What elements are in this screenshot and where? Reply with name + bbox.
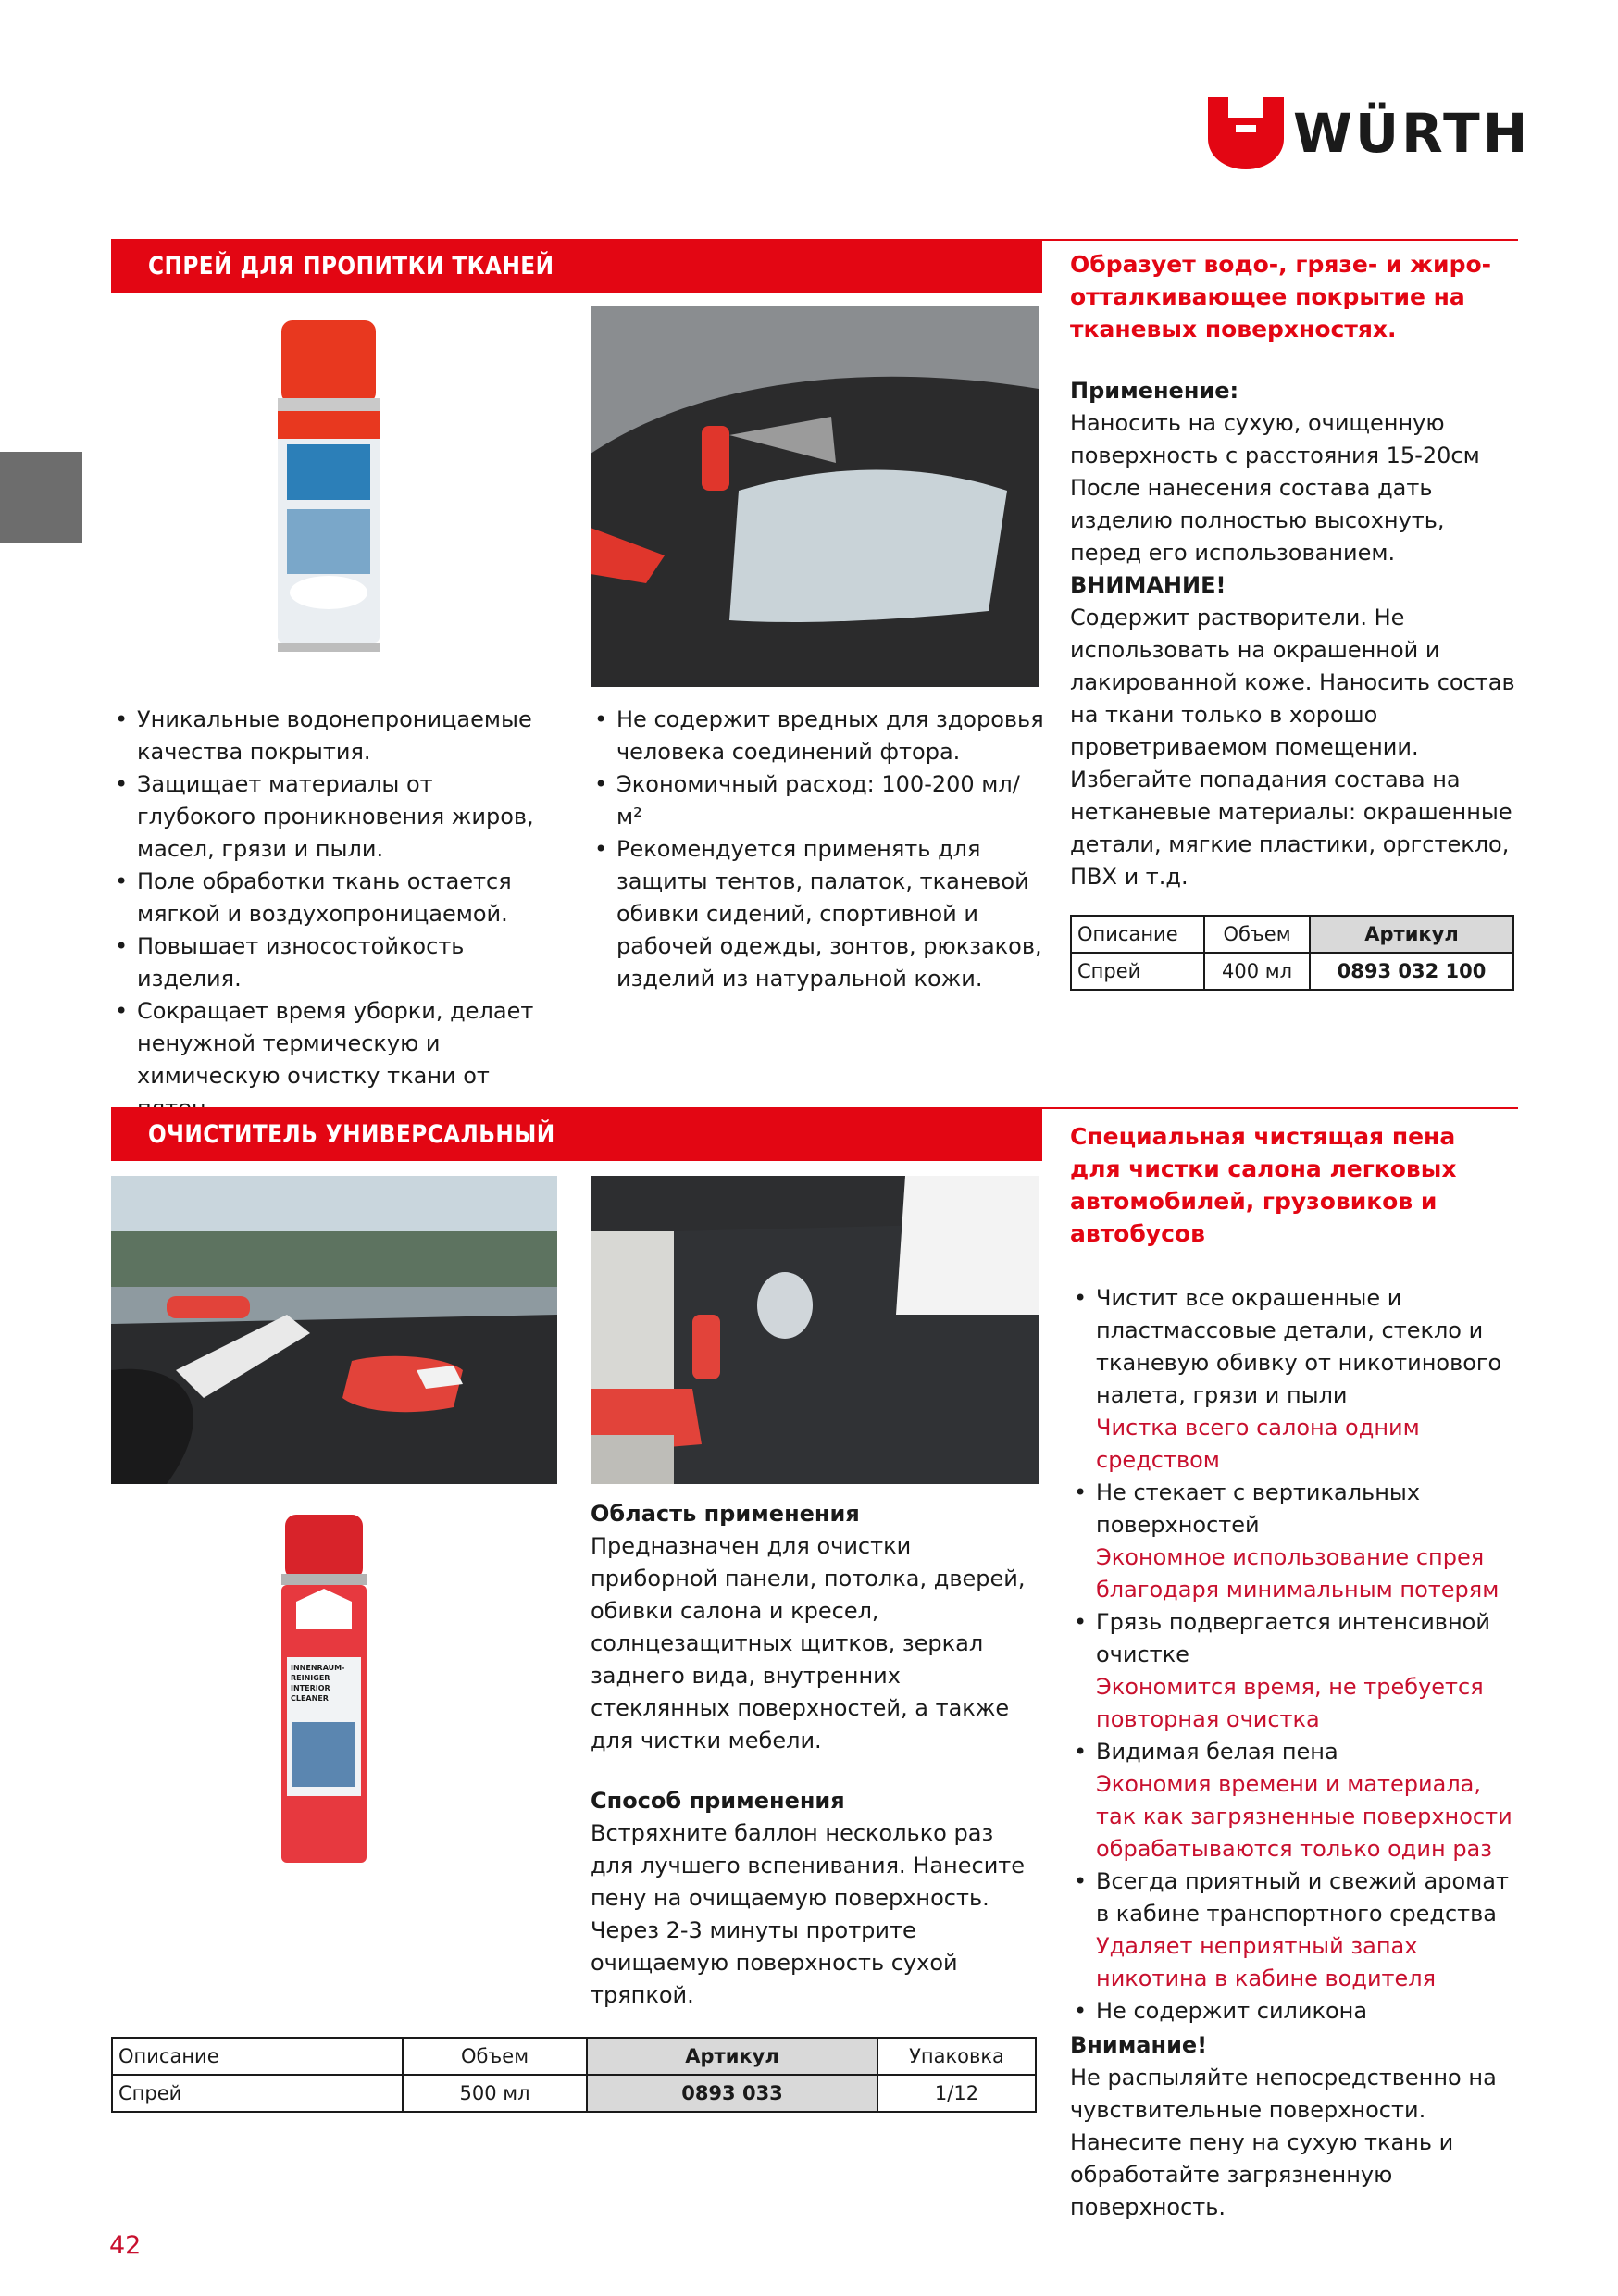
list-item: • Рекомендуется применять для защиты тентов, палаток, тканевой обивки сидений, спортивной и рабочей одежды, зонтов, рюкзаков, изделий из натуральной кожи. xyxy=(591,833,1044,995)
list-item: • Сокращает время уборки, делает ненужной термическую и химическую очистку ткани от xyxy=(111,995,546,1125)
section1-usage-block xyxy=(1070,375,1522,893)
dashboard-cleaning-photo xyxy=(111,1176,557,1484)
table-cell: 500 мл xyxy=(403,2075,587,2112)
feature-item: • Всегда приятный и свежий аромат в кабине транспортного средства Удаляет неприятный запах никотина в кабине водителя xyxy=(1070,1866,1524,1995)
table-cell: 0893 032 100 xyxy=(1310,953,1513,990)
feature-item: • Не содержит силикона xyxy=(1070,1995,1524,2028)
side-tab-marker xyxy=(0,452,82,543)
method-heading: Способ применения xyxy=(591,1788,845,1814)
wurth-wordmark: WÜRTH xyxy=(1293,102,1531,165)
list-item: • Защищает материалы от глубокого проникновения жиров, масел, грязи и пыли. xyxy=(111,768,546,866)
feature-item: • Чистит все окрашенные и пластмассовые детали, стекло и тканевую обивку от никотинового налета, грязи и пыли Чистка всего салона одним средством xyxy=(1070,1282,1524,1477)
table-header: Артикул xyxy=(1310,916,1513,953)
section1-headline: Образует водо-, грязе- и жиро- отталкивающее покрытие на тканевых поверхностях. xyxy=(1070,251,1492,343)
feature-item: • Видимая белая пена Экономия времени и материала, так как загрязненные поверхности обрабатываются только один раз xyxy=(1070,1736,1524,1866)
impregnation-spray-can-image xyxy=(259,315,398,657)
attention-text: Не распыляйте непосредственно на чувствительные поверхности. Нанесите пену на сухую ткань и обработайте загрязненную поверхность. xyxy=(1070,2065,1497,2220)
convertible-roof-photo xyxy=(591,306,1039,687)
list-item: • Экономичный расход: 100-200 мл/м² xyxy=(591,768,1044,833)
table-cell: 0893 033 xyxy=(587,2075,877,2112)
usage-text: Наносить на сухую, очищенную поверхность с расстояния 15-20см После нанесения состава дать изделию полностью высохнуть, перед его использованием. xyxy=(1070,410,1480,566)
list-item: • Поле обработки ткань остается мягкой и воздухопроницаемой. xyxy=(111,866,546,930)
table-cell: 1/12 xyxy=(877,2075,1036,2112)
section2-headline: Специальная чистящая пена для чистки салона легковых автомобилей, грузовиков и автобусов xyxy=(1070,1123,1457,1247)
section2-features xyxy=(1070,1282,1524,2028)
usage-heading: Применение: xyxy=(1070,378,1239,404)
section1-bullets-left xyxy=(111,704,546,1125)
area-text: Предназначен для очистки приборной панели, потолка, дверей, обивки салона и кресел, солнцезащитных щитков, зеркал заднего вида, внутренних стеклянных поверхностей, а также для чистки мебели. xyxy=(591,1533,1026,1753)
wurth-logo-mark xyxy=(1208,97,1284,169)
section2-divider xyxy=(1042,1107,1518,1109)
section2-usage-block xyxy=(591,1498,1035,2012)
car-door-cleaning-photo xyxy=(591,1176,1039,1484)
list-item: • Уникальные водонепроницаемые качества покрытия. xyxy=(111,704,546,768)
warning-heading: ВНИМАНИЕ! xyxy=(1070,572,1226,598)
table-cell: Спрей xyxy=(1071,953,1204,990)
table-header: Упаковка xyxy=(877,2038,1036,2075)
page-number: 42 xyxy=(109,2231,142,2260)
section1-title: СПРЕЙ ДЛЯ ПРОПИТКИ ТКАНЕЙ xyxy=(148,252,554,281)
section1-bullets-middle xyxy=(591,704,1044,995)
section1-spec-table xyxy=(1070,915,1514,991)
table-header: Описание xyxy=(1071,916,1204,953)
table-header: Описание xyxy=(112,2038,403,2075)
method-text: Встряхните баллон несколько раз для лучшего вспенивания. Нанесите пену на очищаемую поверхность. Через 2-3 минуты протрите очищаемую поверхность сухой тряпкой. xyxy=(591,1820,1026,2008)
list-item: • Повышает износостойкость изделия. xyxy=(111,930,546,995)
attention-heading: Внимание! xyxy=(1070,2032,1208,2058)
area-heading: Область применения xyxy=(591,1501,860,1527)
feature-item: • Не стекает с вертикальных поверхностей Экономное использование спрея благодаря минимальным потерям xyxy=(1070,1477,1524,1606)
section1-divider xyxy=(1042,239,1518,241)
section2-attention-block xyxy=(1070,2029,1524,2224)
table-cell: Спрей xyxy=(112,2075,403,2112)
table-header: Объем xyxy=(403,2038,587,2075)
interior-cleaner-can-image xyxy=(268,1509,380,1879)
table-header: Объем xyxy=(1204,916,1310,953)
wurth-logo xyxy=(1208,97,1531,171)
section2-title: ОЧИСТИТЕЛЬ УНИВЕРСАЛЬНЫЙ xyxy=(148,1120,555,1149)
list-item: • Не содержит вредных для здоровья человека соединений фтора. xyxy=(591,704,1044,768)
section2-spec-table xyxy=(111,2037,1037,2113)
table-cell: 400 мл xyxy=(1204,953,1310,990)
warning-text: Содержит растворители. Не использовать на окрашенной и лакированной коже. Наносить состав на ткани только в хорошо проветриваемом помещении. Избегайте попадания состава на нетканевые материалы: окрашенные детали, мягкие пластики, оргстекло, ПВХ и т.д. xyxy=(1070,605,1515,890)
table-header: Артикул xyxy=(587,2038,877,2075)
feature-item: • Грязь подвергается интенсивной очистке Экономится время, не требуется повторная очистка xyxy=(1070,1606,1524,1736)
can-label: INNENRAUM- REINIGER INTERIOR CLEANER xyxy=(291,1664,345,1703)
